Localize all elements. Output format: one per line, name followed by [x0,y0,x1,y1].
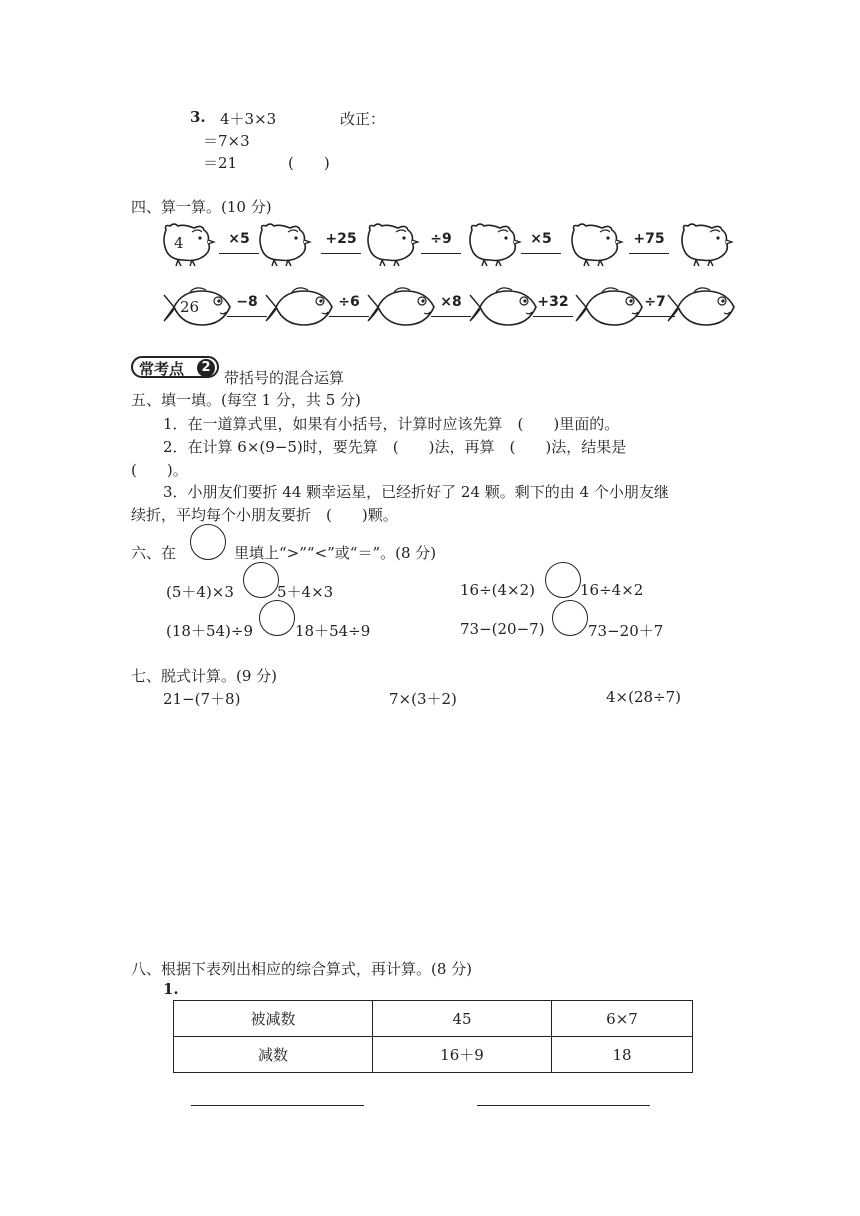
fix-label: 改正： [340,110,386,128]
operator-label: −8 [236,294,258,310]
answer-blank[interactable] [521,253,561,254]
question-text: 1．在一道算式里，如果有小括号，计算时应该先算 ( )里面的。 [163,415,620,433]
compare-right: 73−20＋7 [588,622,664,640]
chicken-icon [160,220,220,268]
fish-icon [262,285,336,331]
answer-blank[interactable] [329,316,369,317]
fish-start-value: 26 [180,298,200,316]
answer-blank[interactable] [227,316,267,317]
question-text: ( )。 [131,461,188,479]
compare-circle[interactable] [552,600,588,636]
compare-left: (18＋54)÷9 [166,622,253,640]
chicken-icon [364,220,424,268]
compare-left: 73−(20−7) [460,620,545,638]
badge-label: 常考点 [139,360,185,378]
chicken-start-value: 4 [174,234,184,252]
operator-label: ÷7 [644,294,666,310]
data-table [173,1000,693,1073]
section-title: 八、根据下表列出相应的综合算式，再计算。(8 分) [131,960,473,978]
answer-line[interactable] [191,1105,364,1106]
answer-blank[interactable] [629,253,669,254]
operator-label: ×5 [228,231,250,247]
answer-line[interactable] [477,1105,650,1106]
chicken-icon [256,220,316,268]
compare-circle[interactable] [243,562,279,598]
operator-label: +32 [537,294,569,310]
sub-number: 1. [163,980,179,998]
section-title: 四、算一算。(10 分) [131,198,272,216]
fish-icon [364,285,438,331]
section-title: 五、填一填。(每空 1 分，共 5 分) [131,391,361,409]
operator-label: +25 [325,231,357,247]
answer-blank[interactable] [533,316,573,317]
badge [131,356,219,378]
table-row [174,1001,693,1037]
answer-blank[interactable] [219,253,259,254]
table-cell: 18 [552,1037,693,1073]
chicken-icon [466,220,526,268]
compare-right: 16÷4×2 [580,581,644,599]
answer-blank[interactable] [421,253,461,254]
chicken-icon [678,220,738,268]
question-text: 续折，平均每个小朋友要折 ( )颗。 [131,506,398,524]
answer-blank[interactable] [635,316,675,317]
table-cell: 16＋9 [373,1037,552,1073]
table-cell: 45 [373,1001,552,1037]
compare-circle[interactable] [259,600,295,636]
question-text: 3．小朋友们要折 44 颗幸运星，已经折好了 24 颗。剩下的由 4 个小朋友继 [163,483,669,501]
chicken-icon [568,220,628,268]
answer-blank[interactable] [321,253,361,254]
step-line: ＝21 [203,154,238,172]
table-cell: 减数 [174,1037,373,1073]
table-cell: 6×7 [552,1001,693,1037]
compare-right: 5＋4×3 [277,583,334,601]
section-title: 六、在 [131,544,177,562]
calc-item: 7×(3＋2) [389,690,457,708]
topic-title: 带括号的混合运算 [224,369,345,387]
answer-bracket[interactable]: ( ) [288,154,330,172]
expression: 4＋3×3 [220,110,277,128]
compare-circle-example [190,524,226,560]
section-title: 七、脱式计算。(9 分) [131,667,278,685]
calc-item: 21−(7＋8) [163,690,241,708]
operator-label: ×8 [440,294,462,310]
compare-left: 16÷(4×2) [460,581,536,599]
question-number: 3. [190,108,206,126]
calc-item: 4×(28÷7) [606,688,682,706]
table-cell: 被减数 [174,1001,373,1037]
fish-icon [466,285,540,331]
table-row [174,1037,693,1073]
operator-label: ×5 [530,231,552,247]
operator-label: ÷6 [338,294,360,310]
question-text: 2．在计算 6×(9−5)时，要先算 ( )法，再算 ( )法，结果是 [163,438,627,456]
section-title: 里填上“>”“<”或“＝”。(8 分) [234,544,437,562]
answer-blank[interactable] [431,316,471,317]
operator-label: +75 [633,231,665,247]
badge-number: 2 [197,359,215,377]
compare-circle[interactable] [545,562,581,598]
compare-left: (5＋4)×3 [166,583,234,601]
step-line: ＝7×3 [203,132,250,150]
compare-right: 18＋54÷9 [295,622,371,640]
operator-label: ÷9 [430,231,452,247]
